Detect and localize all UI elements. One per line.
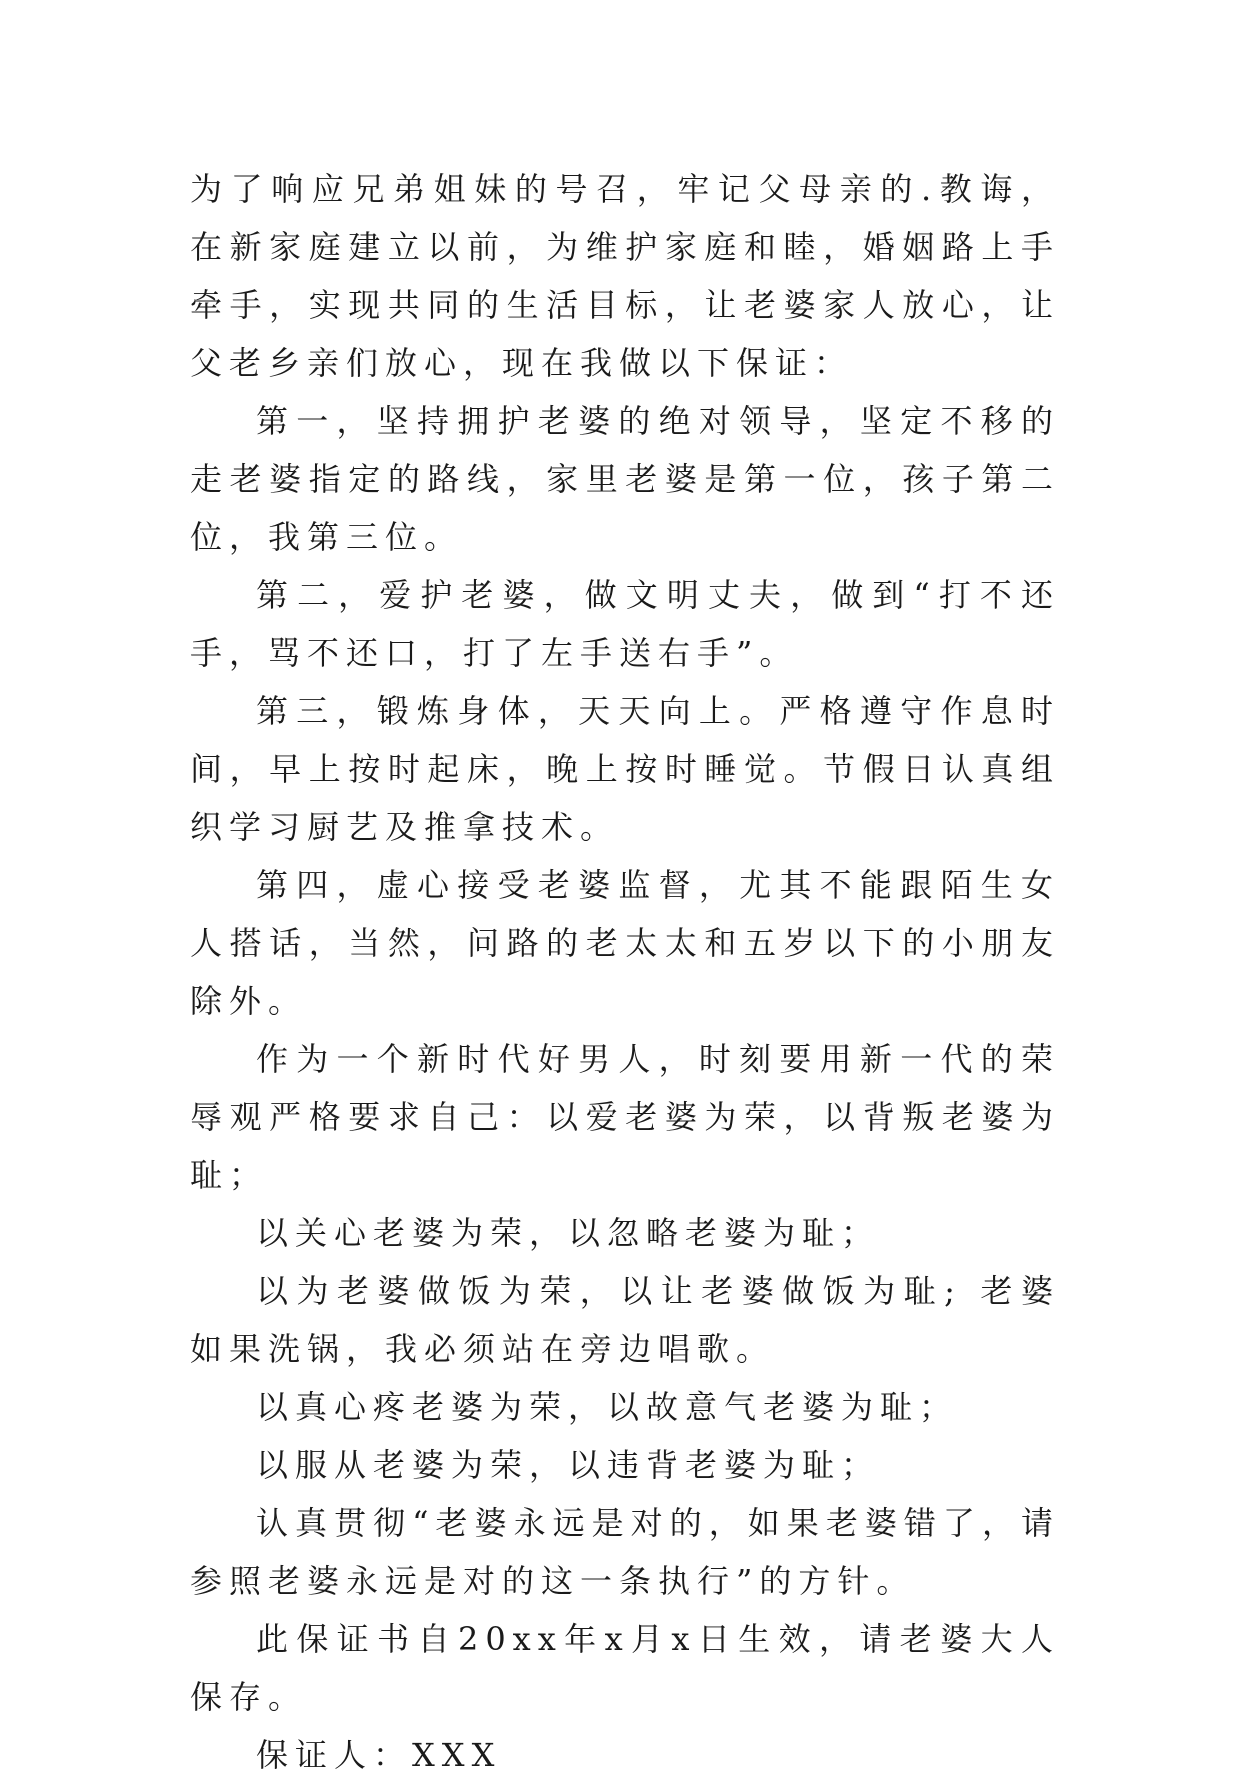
paragraph-honor-care: 以关心老婆为荣，以忽略老婆为耻； [256, 1214, 881, 1252]
paragraph-honor-obey: 以服从老婆为荣，以违背老婆为耻； [256, 1446, 881, 1484]
paragraph-honor-love: 以真心疼老婆为荣，以故意气老婆为耻； [256, 1388, 959, 1426]
paragraph-effective-date: 此保证书自20xx年x月x日生效，请老婆大人保存。 [190, 1620, 1060, 1716]
paragraph-intro: 为了响应兄弟姐妹的号召，牢记父母亲的.教诲，在新家庭建立以前，为维护家庭和睦，婚姻路上手牵手，实现共同的生活目标，让老婆家人放心，让父老乡亲们放心，现在我做以下保证： [190, 170, 1060, 382]
paragraph-guarantor: 保证人：XXX [256, 1736, 502, 1774]
document-body [190, 160, 1060, 1784]
paragraph-honor-intro: 作为一个新时代好男人，时刻要用新一代的荣辱观严格要求自己：以爱老婆为荣，以背叛老婆为耻； [190, 1040, 1060, 1194]
paragraph-second: 第二，爱护老婆，做文明丈夫，做到“打不还手，骂不还口，打了左手送右手”。 [190, 576, 1060, 672]
paragraph-third: 第三，锻炼身体，天天向上。严格遵守作息时间，早上按时起床，晚上按时睡觉。节假日认真组织学习厨艺及推拿技术。 [190, 692, 1060, 846]
paragraph-first: 第一，坚持拥护老婆的绝对领导，坚定不移的走老婆指定的路线，家里老婆是第一位，孩子第二位，我第三位。 [190, 402, 1060, 556]
paragraph-principle: 认真贯彻“老婆永远是对的，如果老婆错了，请参照老婆永远是对的这一条执行”的方针。 [190, 1504, 1060, 1600]
paragraph-honor-cooking: 以为老婆做饭为荣，以让老婆做饭为耻; 老婆如果洗锅，我必须站在旁边唱歌。 [190, 1272, 1060, 1368]
paragraph-fourth: 第四，虚心接受老婆监督，尤其不能跟陌生女人搭话，当然，问路的老太太和五岁以下的小朋友除外。 [190, 866, 1060, 1020]
